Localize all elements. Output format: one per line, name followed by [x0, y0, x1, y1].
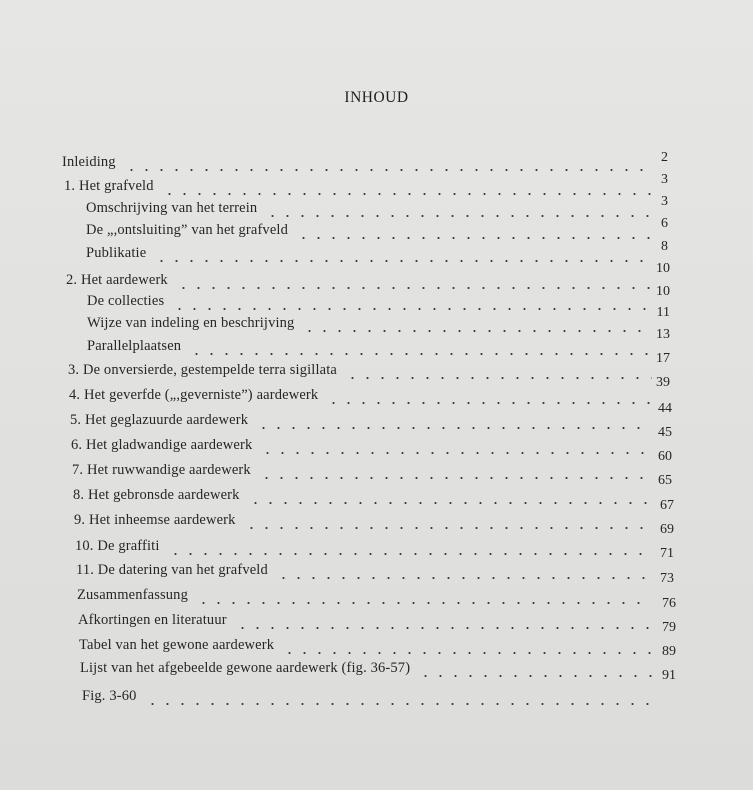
toc-entry-label: 6. Het gladwandige aardewerk	[71, 437, 253, 453]
toc-entry	[68, 362, 662, 384]
toc-entry	[74, 512, 662, 534]
toc-entry-page: 17	[656, 351, 670, 366]
toc-entry-label: Fig. 3-60	[82, 688, 137, 704]
toc-entry-label: 9. Het inheemse aardewerk	[74, 512, 236, 528]
toc-entry	[75, 538, 662, 560]
toc-entry-page: 8	[661, 239, 668, 254]
toc-entry-page: 3	[661, 194, 668, 209]
toc-entry-label: Lijst van het afgebeelde gewone aardewerk (fig. 36-57)	[80, 660, 411, 676]
toc-entry	[79, 637, 662, 659]
leader-dots	[244, 526, 652, 530]
leader-dots	[172, 307, 652, 311]
toc-entry	[87, 338, 662, 360]
toc-entry-page: 13	[656, 327, 670, 342]
toc-entry-label: 11. De datering van het grafveld	[76, 562, 268, 578]
toc-entry-page: 3	[661, 172, 668, 187]
leader-dots	[259, 476, 652, 480]
toc-entry-label: 10. De graffiti	[75, 538, 160, 554]
leader-dots	[282, 651, 652, 655]
leader-dots	[326, 401, 652, 405]
toc-entry-page: 73	[660, 571, 674, 586]
leader-dots	[154, 259, 652, 263]
toc-entry-page: 11	[656, 305, 670, 320]
toc-entry	[80, 660, 662, 682]
toc-entry-label: 5. Het geglazuurde aardewerk	[70, 412, 249, 428]
toc-entry-label: 7. Het ruwwandige aardewerk	[72, 462, 251, 478]
toc-entry-page: 39	[656, 375, 670, 390]
toc-entry-page: 79	[662, 620, 676, 635]
toc-entry-page: 76	[662, 596, 676, 611]
toc-entry	[87, 293, 662, 315]
leader-dots	[145, 702, 652, 706]
toc-entry-label: De „,ontsluiting” van het grafveld	[86, 222, 288, 238]
toc-entry-page: 45	[658, 425, 672, 440]
toc-entry-page: 10	[656, 261, 670, 276]
leader-dots	[302, 329, 652, 333]
leader-dots	[248, 501, 652, 505]
toc-entry-label: 3. De onversierde, gestempelde terra sigillata	[68, 362, 338, 378]
toc-entry-page: 91	[662, 668, 676, 683]
leader-dots	[124, 168, 652, 172]
leader-dots	[235, 626, 652, 630]
leader-dots	[296, 236, 652, 240]
leader-dots	[418, 674, 652, 678]
toc-entry-page: 6	[661, 216, 668, 231]
toc-entry	[72, 462, 662, 484]
toc-entry-page: 10	[656, 284, 670, 299]
toc-entry	[73, 487, 662, 509]
toc-entry-page: 89	[662, 644, 676, 659]
toc-entry	[71, 437, 662, 459]
toc-entry	[77, 587, 662, 609]
leader-dots	[189, 352, 652, 356]
toc-entry-page: 2	[661, 150, 668, 165]
toc-entry-label: Omschrijving van het terrein	[86, 200, 258, 216]
page-title: INHOUD	[344, 89, 409, 106]
toc-entry-label: Publikatie	[86, 245, 147, 261]
toc-entry-page: 67	[660, 498, 674, 513]
toc-entry	[76, 562, 662, 584]
toc-entry-label: Tabel van het gewone aardewerk	[79, 637, 275, 653]
toc-entry-page: 71	[660, 546, 674, 561]
toc-entry	[70, 412, 662, 434]
toc-entry-label: 1. Het grafveld	[64, 178, 154, 194]
toc-entry-label: Wijze van indeling en beschrijving	[87, 315, 295, 331]
leader-dots	[256, 426, 652, 430]
toc-entry	[82, 688, 662, 710]
leader-dots	[176, 286, 652, 290]
leader-dots	[168, 552, 652, 556]
leader-dots	[345, 376, 652, 380]
leader-dots	[196, 601, 652, 605]
toc-entry-label: Inleiding	[62, 154, 116, 170]
toc-entry-label: 2. Het aardewerk	[66, 272, 168, 288]
toc-entry	[86, 245, 662, 267]
toc-entry	[62, 154, 662, 176]
toc-entry	[86, 200, 662, 222]
toc-entry-label: De collecties	[87, 293, 165, 309]
toc-entry-page: 69	[660, 522, 674, 537]
toc-entry	[69, 387, 662, 409]
toc-entry	[64, 178, 662, 200]
leader-dots	[162, 192, 652, 196]
toc-entry	[87, 315, 662, 337]
leader-dots	[276, 576, 652, 580]
toc-entry	[78, 612, 662, 634]
leader-dots	[265, 214, 652, 218]
toc-entry-label: Zusammenfassung	[77, 587, 188, 603]
toc-entry-page: 65	[658, 473, 672, 488]
toc-entry-label: Afkortingen en literatuur	[78, 612, 227, 628]
toc-entry-label: Parallelplaatsen	[87, 338, 182, 354]
toc-entry-page: 60	[658, 449, 672, 464]
toc-entry	[66, 272, 662, 294]
toc-entry-label: 8. Het gebronsde aardewerk	[73, 487, 240, 503]
toc-entry-page: 44	[658, 401, 672, 416]
toc-entry-label: 4. Het geverfde („,geverniste”) aardewerk	[69, 387, 319, 403]
leader-dots	[260, 451, 652, 455]
toc-entry	[86, 222, 662, 244]
